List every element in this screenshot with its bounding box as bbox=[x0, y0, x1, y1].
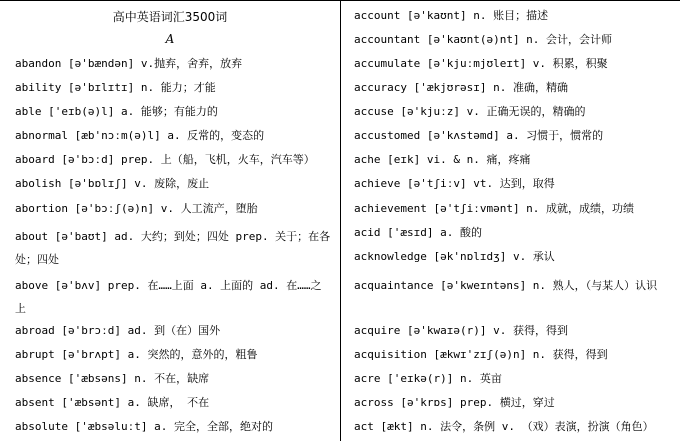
vocab-entry: ability [ə'bɪlɪtɪ] n. 能力；才能 bbox=[15, 81, 216, 94]
vocab-entry: act [ækt] n. 法令，条例 v. （戏）表演，扮演（角色） bbox=[354, 420, 654, 433]
vocab-entry: able ['eɪb(ə)l] a. 能够；有能力的 bbox=[15, 105, 218, 118]
vocab-entry: abnormal [æb'nɔːm(ə)l] a. 反常的，变态的 bbox=[15, 129, 265, 142]
vocab-entry: acknowledge [ək'nɒlɪdʒ] v. 承认 bbox=[354, 250, 555, 263]
vocab-entry: abrupt [ə'brʌpt] a. 突然的，意外的，粗鲁 bbox=[15, 348, 258, 361]
vocab-entry: acid ['æsɪd] a. 酸的 bbox=[354, 226, 482, 239]
vocab-entry: accuse [ə'kjuːz] v. 正确无误的，精确的 bbox=[354, 105, 586, 118]
vocab-entry: accumulate [ə'kjuːmjʊleɪt] v. 积累，积聚 bbox=[354, 57, 608, 70]
vocab-entry: aboard [ə'bɔːd] prep. 上（船，飞机，火车，汽车等） bbox=[15, 153, 315, 166]
vocab-entry: absolute ['æbsəluːt] a. 完全，全部，绝对的 bbox=[15, 420, 273, 433]
vocab-entry: above [ə'bʌv] prep. 在……上面 a. 上面的 ad. 在……之上 bbox=[15, 279, 322, 315]
vocab-entry: absence ['æbsəns] n. 不在，缺席 bbox=[15, 372, 210, 385]
vocab-entry: acquaintance [ə'kweɪntəns] n. 熟人，（与某人）认识 bbox=[354, 279, 658, 292]
right-column bbox=[341, 0, 680, 441]
vocab-entry: acquisition [ækwɪ'zɪʃ(ə)n] n. 获得，得到 bbox=[354, 348, 608, 361]
vocab-entry: about [ə'baʊt] ad. 大约；到处；四处 prep. 关于；在各处；四处 bbox=[15, 230, 331, 266]
vocab-entry: accustomed [ə'kʌstəmd] a. 习惯于，惯常的 bbox=[354, 129, 604, 142]
vocab-entry: account [ə'kaʊnt] n. 账目；描述 bbox=[354, 9, 549, 22]
vocab-entry: ache [eɪk] vi. & n. 痛，疼痛 bbox=[354, 153, 531, 166]
vocab-entry: acquire [ə'kwaɪə(r)] v. 获得，得到 bbox=[354, 324, 568, 337]
page-title: 高中英语词汇3500词 bbox=[112, 10, 228, 24]
vocab-entry: abandon [ə'bændən] v.抛弃，舍弃，放弃 bbox=[15, 57, 243, 70]
section-letter: A bbox=[165, 32, 175, 46]
vocab-entry: abolish [ə'bɒlɪʃ] v. 废除，废止 bbox=[15, 177, 210, 190]
vocab-entry: acre ['eɪkə(r)] n. 英亩 bbox=[354, 372, 502, 385]
vocab-entry: absent ['æbsənt] a. 缺席， 不在 bbox=[15, 396, 210, 409]
vocab-entry: achieve [ə'tʃiːv] vt. 达到，取得 bbox=[354, 177, 555, 190]
vocab-entry: abroad [ə'brɔːd] ad. 到（在）国外 bbox=[15, 324, 221, 337]
vocab-entry: accuracy ['ækjʊrəsɪ] n. 准确，精确 bbox=[354, 81, 568, 94]
vocab-entry: accountant [ə'kaʊnt(ə)nt] n. 会计，会计师 bbox=[354, 33, 613, 46]
vocab-entry: across [ə'krɒs] prep. 横过，穿过 bbox=[354, 396, 555, 409]
vocab-entry: achievement [ə'tʃiːvmənt] n. 成就，成绩，功绩 bbox=[354, 202, 635, 215]
vocab-entry: abortion [ə'bɔːʃ(ə)n] v. 人工流产，堕胎 bbox=[15, 202, 258, 215]
